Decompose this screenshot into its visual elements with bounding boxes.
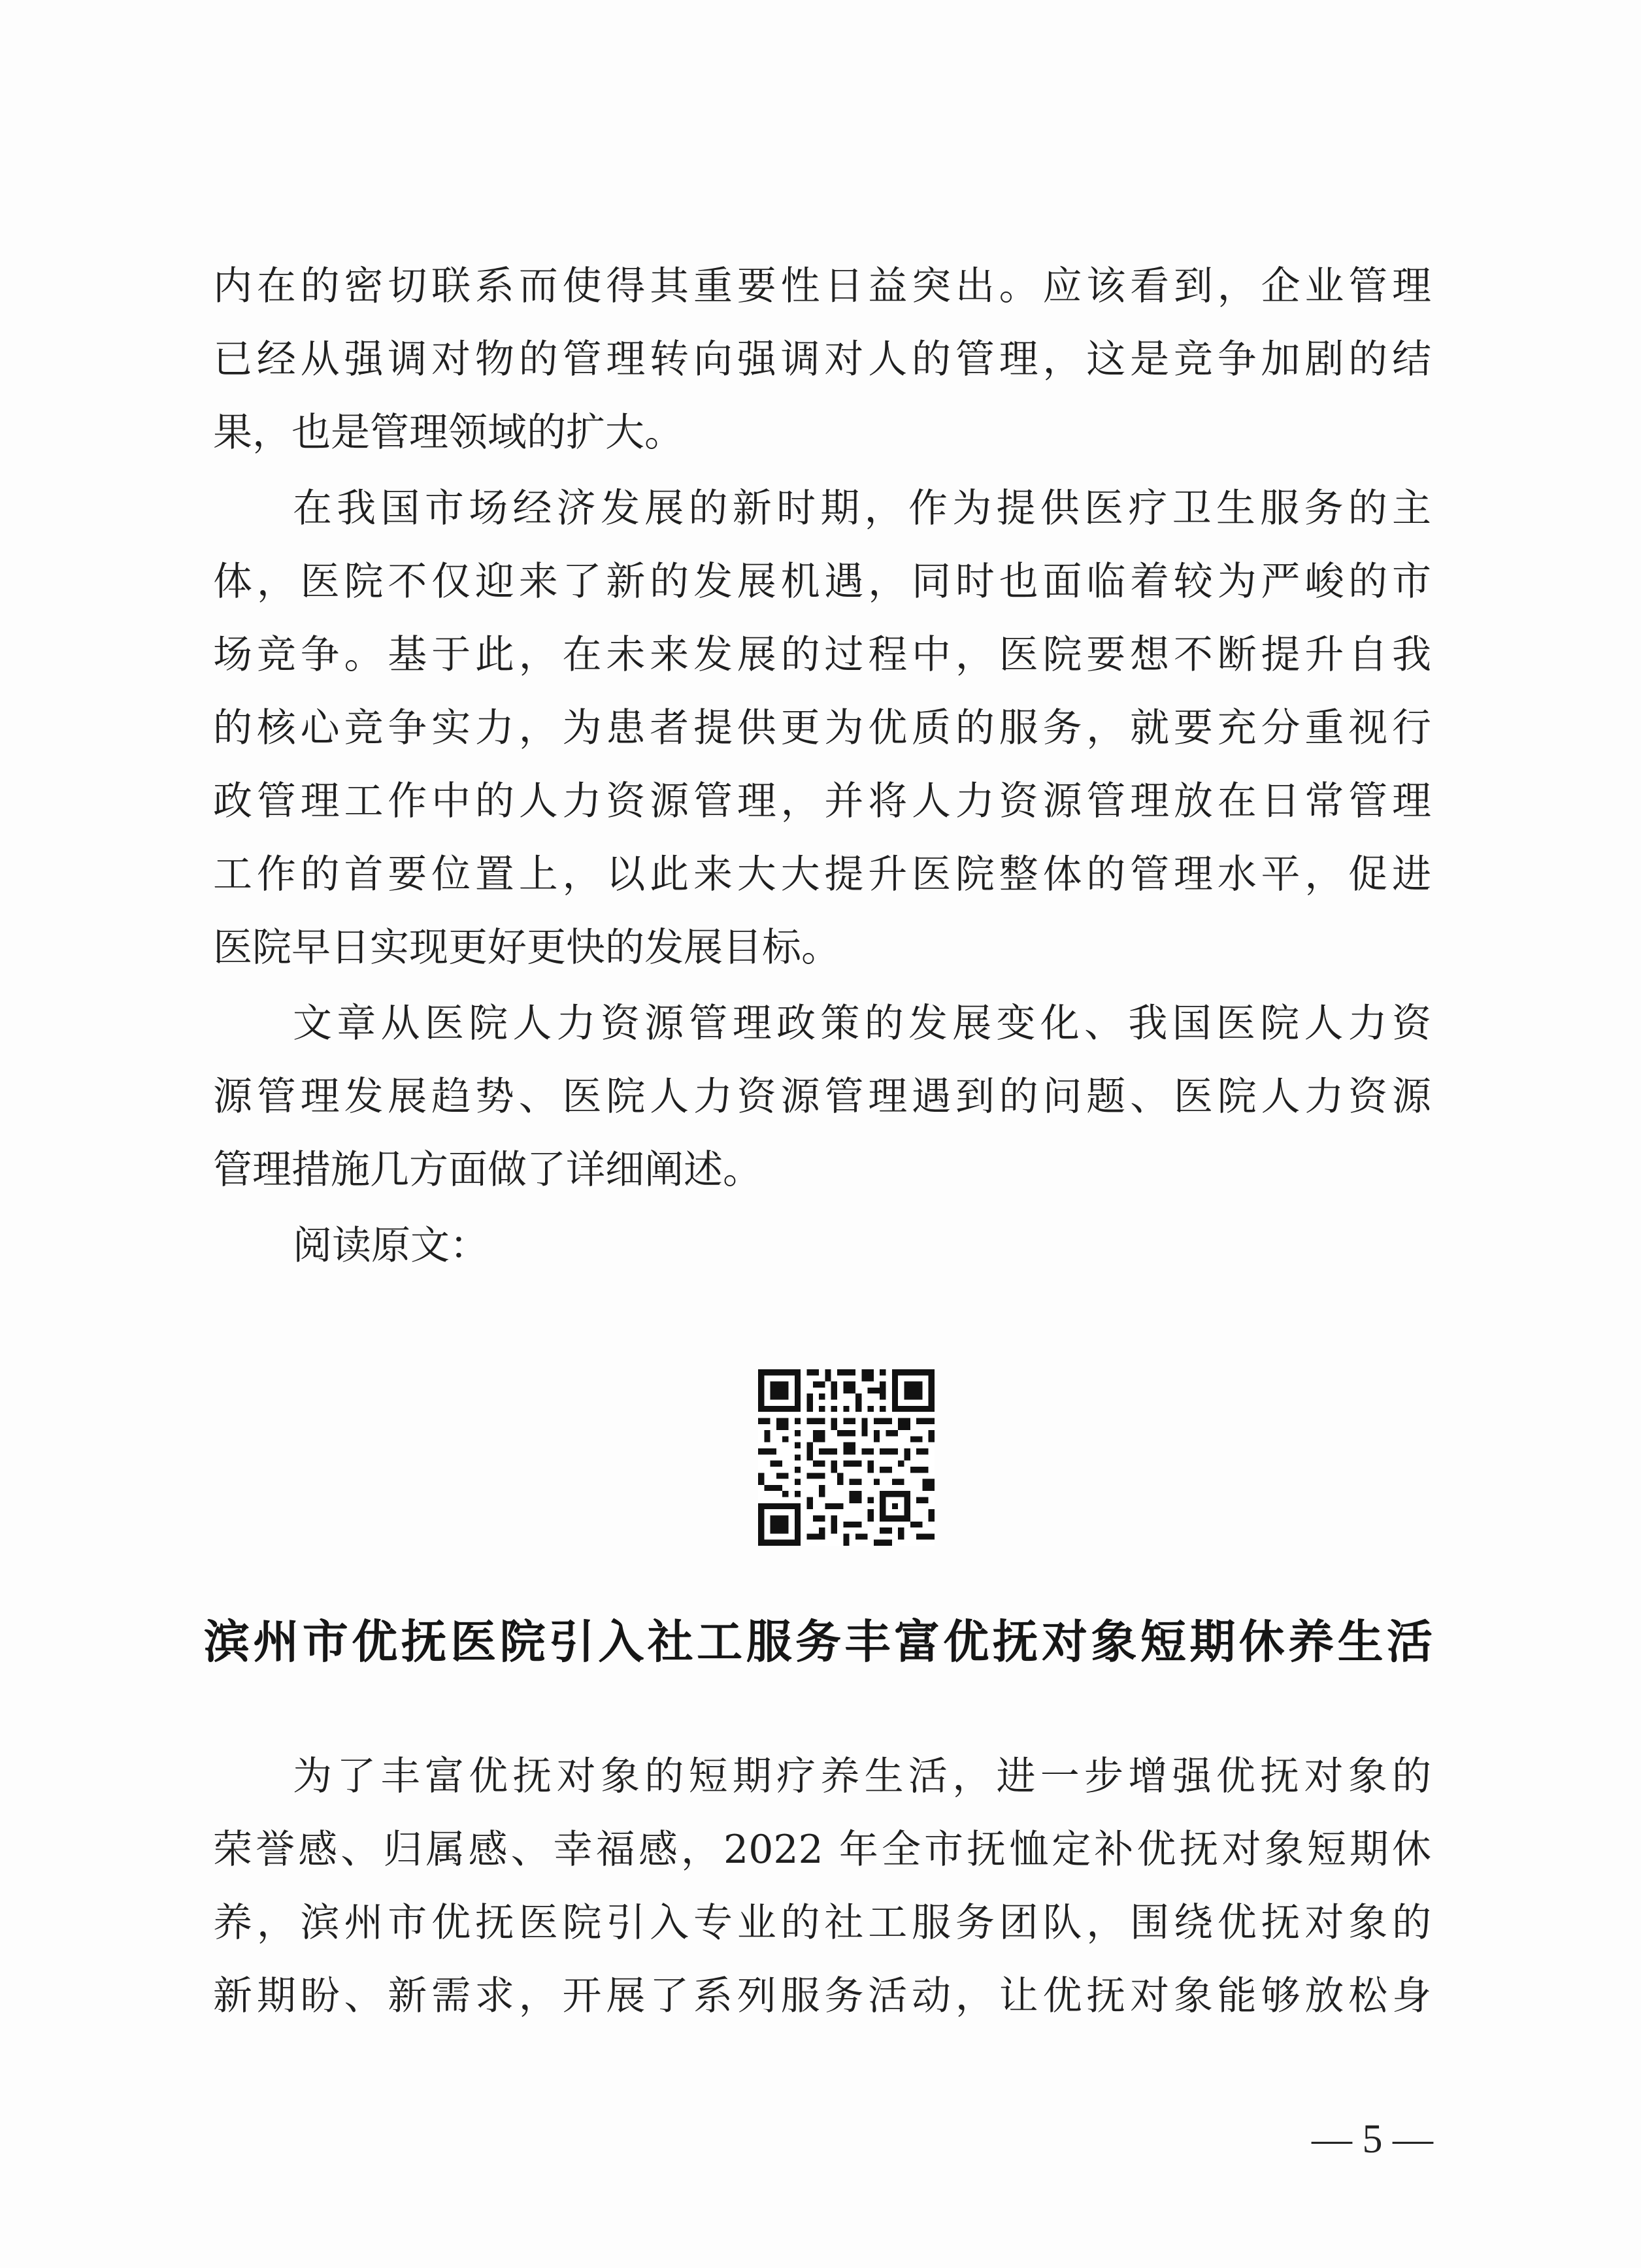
article-headline: 滨州市优抚医院引入社工服务丰富优抚对象短期休养生活 <box>204 1614 1433 1669</box>
paragraph-2-line-1: 在我国市场经济发展的新时期，作为提供医疗卫生服务的主 <box>293 486 1431 531</box>
paragraph-3-line-2: 源管理发展趋势、医院人力资源管理遇到的问题、医院人力资源 <box>213 1074 1431 1120</box>
read-original-label: 阅读原文： <box>293 1223 489 1269</box>
paragraph-4-line-1: 为了丰富优抚对象的短期疗养生活，进一步增强优抚对象的 <box>293 1754 1431 1799</box>
paragraph-4-line-3: 养，滨州市优抚医院引入专业的社工服务团队，围绕优抚对象的 <box>213 1900 1431 1946</box>
paragraph-1-line-3: 果，也是管理领域的扩大。 <box>213 410 684 456</box>
paragraph-2-line-4: 的核心竞争实力，为患者提供更为优质的服务，就要充分重视行 <box>213 705 1431 751</box>
paragraph-3-line-1: 文章从医院人力资源管理政策的发展变化、我国医院人力资 <box>293 1001 1431 1046</box>
qr-code-icon <box>758 1369 935 1546</box>
paragraph-1-line-2: 已经从强调对物的管理转向强调对人的管理，这是竞争加剧的结 <box>213 337 1431 382</box>
paragraph-2-line-6: 工作的首要位置上，以此来大大提升医院整体的管理水平，促进 <box>213 852 1431 897</box>
qr-code[interactable] <box>758 1369 935 1546</box>
paragraph-3-line-3: 管理措施几方面做了详细阐述。 <box>213 1147 762 1193</box>
paragraph-4-line-4: 新期盼、新需求，开展了系列服务活动，让优抚对象能够放松身 <box>213 1973 1431 2019</box>
paragraph-2-line-3: 场竞争。基于此，在未来发展的过程中，医院要想不断提升自我 <box>213 632 1431 678</box>
page-number: — 5 — <box>1312 2117 1433 2161</box>
paragraph-2-line-2: 体，医院不仅迎来了新的发展机遇，同时也面临着较为严峻的市 <box>213 559 1431 605</box>
paragraph-2-line-7: 医院早日实现更好更快的发展目标。 <box>213 925 840 971</box>
paragraph-1-line-1: 内在的密切联系而使得其重要性日益突出。应该看到，企业管理 <box>213 263 1431 309</box>
paragraph-4-line-2: 荣誉感、归属感、幸福感，2022 年全市抚恤定补优抚对象短期休 <box>213 1827 1431 1873</box>
paragraph-2-line-5: 政管理工作中的人力资源管理，并将人力资源管理放在日常管理 <box>213 778 1431 824</box>
